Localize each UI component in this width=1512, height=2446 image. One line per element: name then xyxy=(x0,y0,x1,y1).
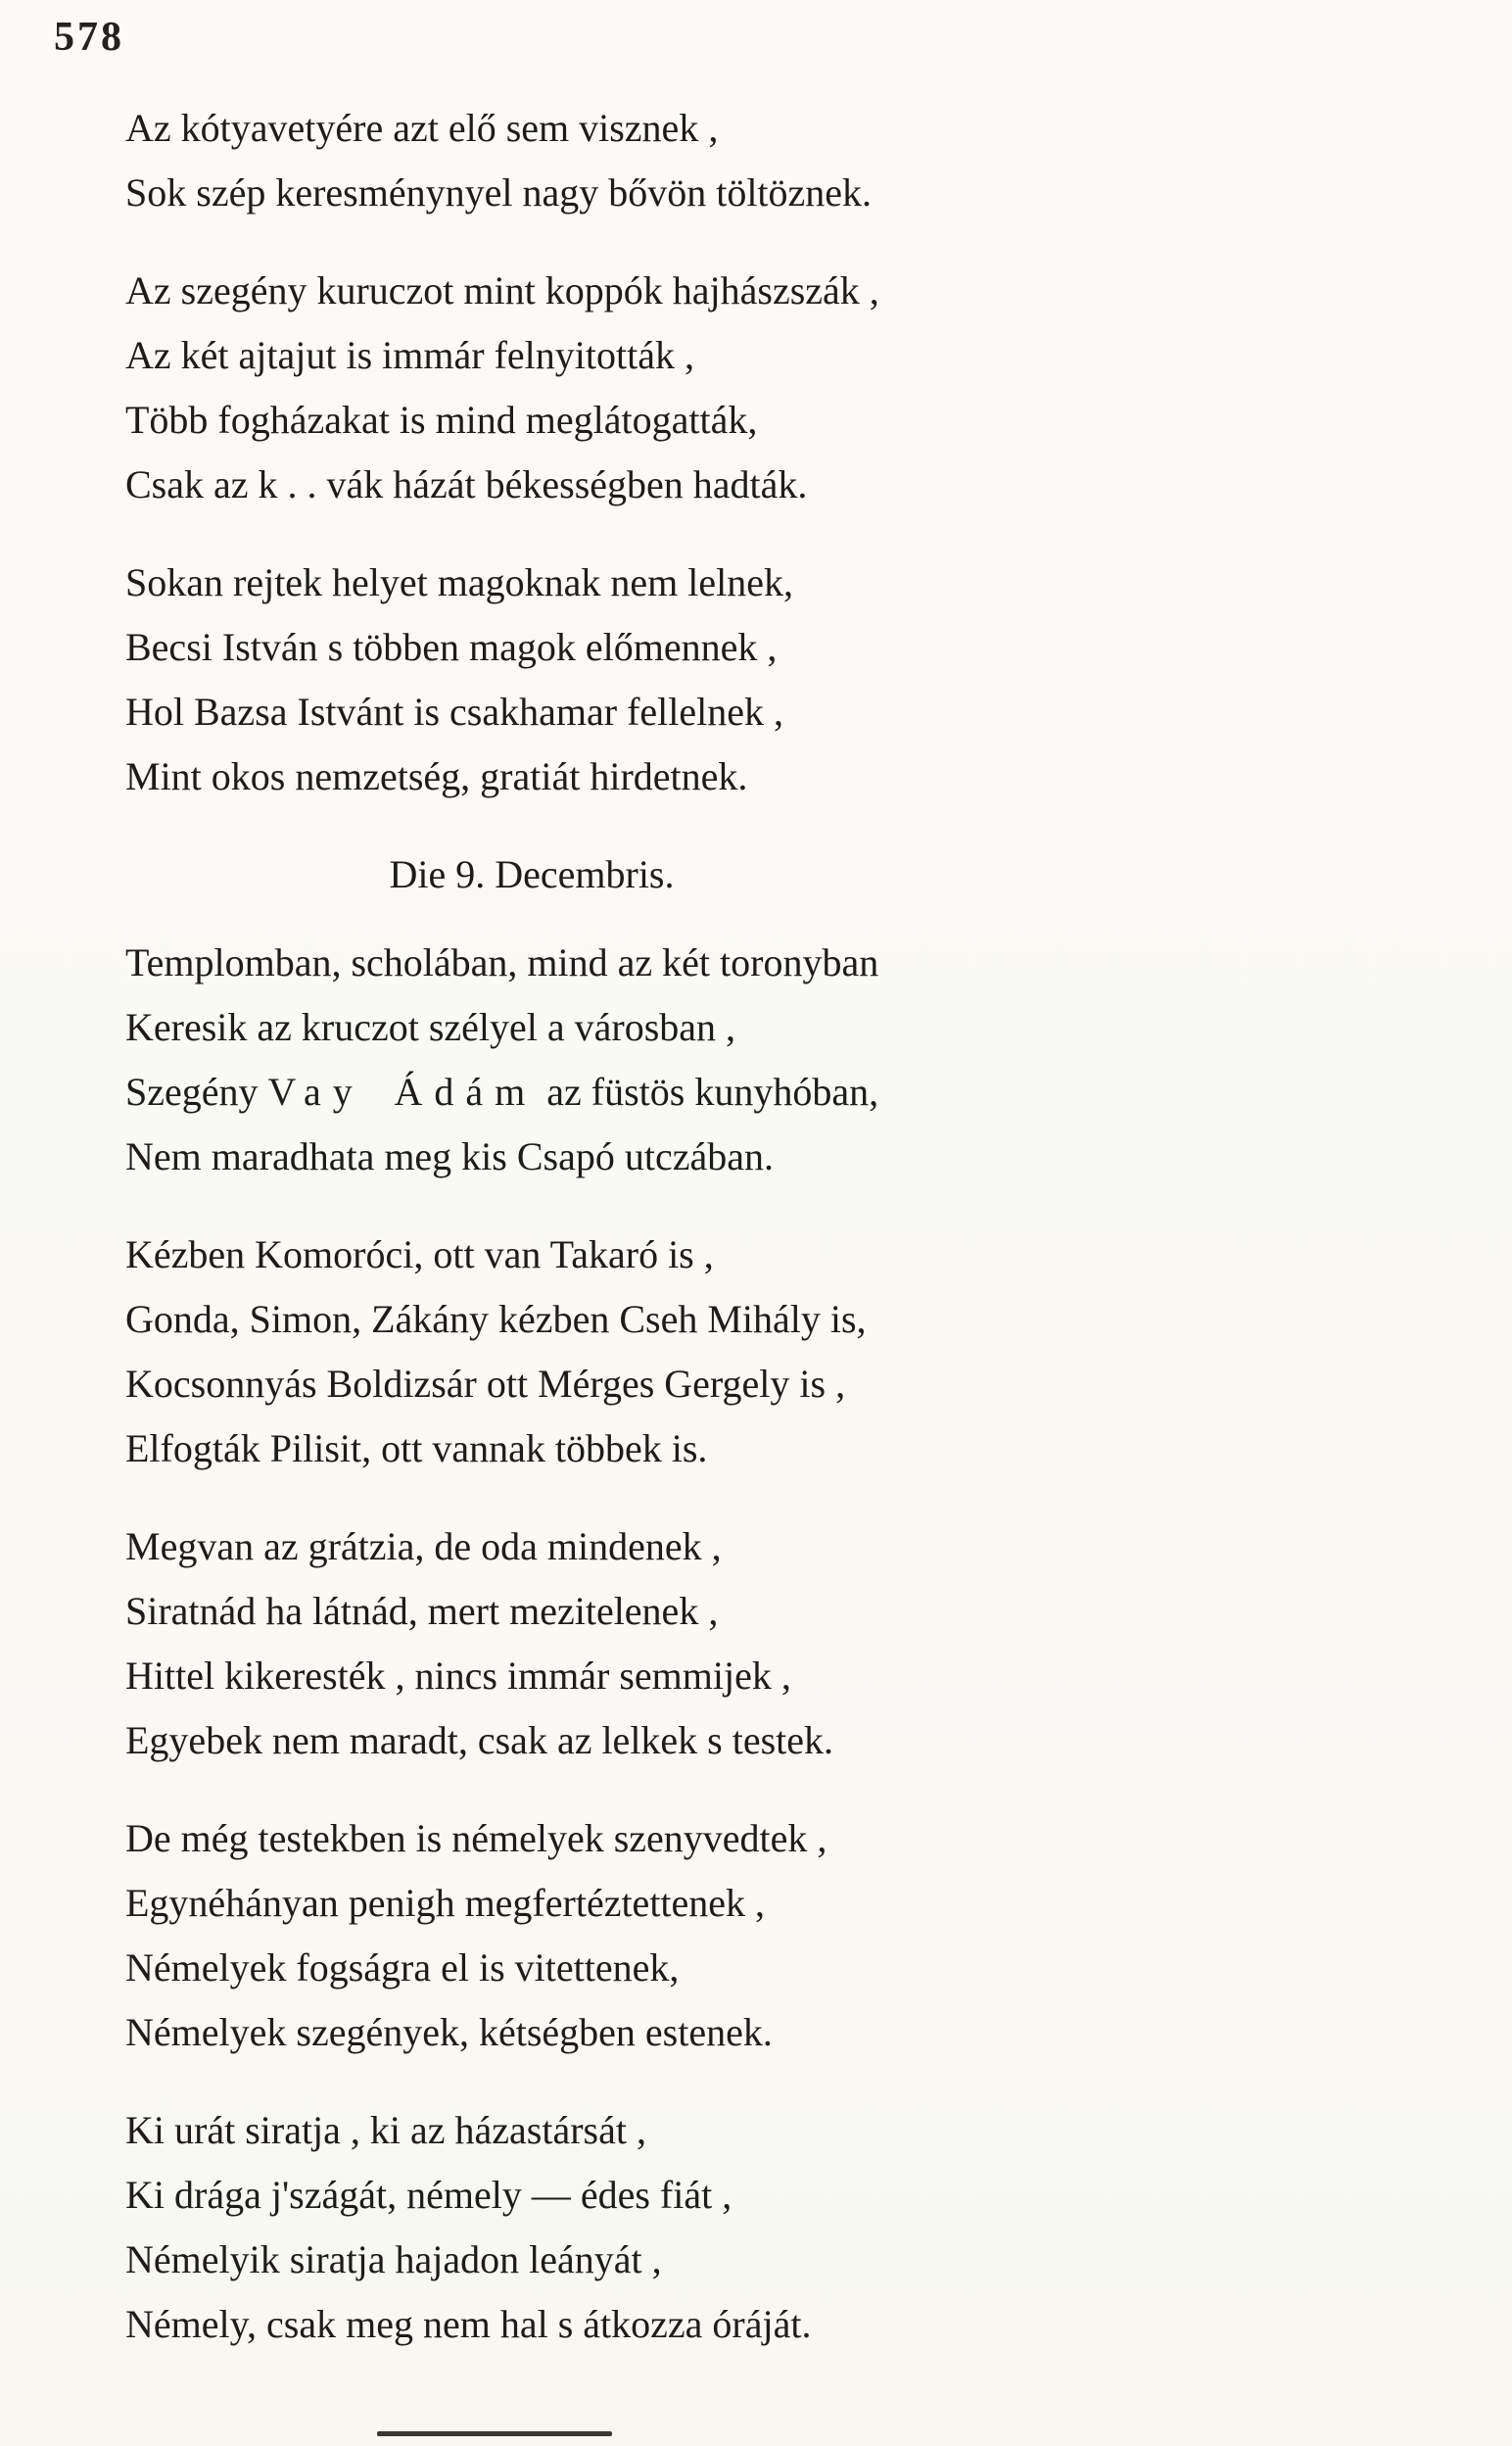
person-name-letterspaced: Vay Ádám xyxy=(267,1070,538,1114)
poem-line: Elfogták Pilisit, ott vannak többek is. xyxy=(125,1426,708,1470)
poem-line: Némelyek szegények, kétségben estenek. xyxy=(125,2010,773,2054)
poem-line: Ki urát siratja , ki az házastársát , xyxy=(125,2108,646,2152)
poem-line: Kézben Komoróci, ott van Takaró is , xyxy=(125,1232,714,1276)
page-number: 578 xyxy=(54,15,124,60)
poem-line: Egynéhányan penigh megfertéztettenek , xyxy=(125,1881,766,1925)
poem-line: Hol Bazsa Istvánt is csakhamar fellelnek , xyxy=(125,690,783,734)
poem-text-block xyxy=(125,96,938,2357)
poem-line: Mint okos nemzetség, gratiát hirdetnek. xyxy=(125,754,748,798)
poem-line: Több fogházakat is mind meglátogatták, xyxy=(125,398,758,442)
stanza-1 xyxy=(125,96,938,225)
poem-line: De még testekben is némelyek szenyvedtek , xyxy=(125,1816,827,1860)
poem-line: Templomban, scholában, mind az két toronyban xyxy=(125,940,879,984)
section-heading: Die 9. Decembris. xyxy=(389,852,675,896)
poem-line: Keresik az kruczot szélyel a városban , xyxy=(125,1005,736,1049)
stanza-7 xyxy=(125,1806,938,2065)
poem-line: Gonda, Simon, Zákány kézben Cseh Mihály is, xyxy=(125,1297,867,1341)
emphasis-prefix: Szegény xyxy=(125,1070,268,1114)
poem-line: Sokan rejtek helyet magoknak nem lelnek, xyxy=(125,560,794,604)
stanza-8 xyxy=(125,2098,938,2357)
poem-line: Siratnád ha látnád, mert mezitelenek , xyxy=(125,1589,719,1633)
poem-line: Némelyek fogságra el is vitettenek, xyxy=(125,1945,680,1990)
poem-line: Nem maradhata meg kis Csapó utczában. xyxy=(125,1134,774,1178)
stanza-5 xyxy=(125,1223,938,1481)
poem-line: Becsi István s többen magok előmennek , xyxy=(125,625,778,669)
poem-line: Az két ajtajut is immár felnyitották , xyxy=(125,333,694,377)
stanza-2 xyxy=(125,259,938,517)
poem-line: Az kótyavetyére azt elő sem visznek , xyxy=(125,106,719,150)
poem-line: Hittel kikeresték , nincs immár semmijek , xyxy=(125,1654,791,1698)
stanza-3 xyxy=(125,551,938,809)
poem-line: Kocsonnyás Boldizsár ott Mérges Gergely is , xyxy=(125,1362,846,1406)
poem-line: Csak az k . . vák házát békességben hadták. xyxy=(125,462,808,506)
poem-line: Némelyik siratja hajadon leányát , xyxy=(125,2237,662,2281)
stanza-6 xyxy=(125,1514,938,1773)
poem-line: Némely, csak meg nem hal s átkozza óráját. xyxy=(125,2302,812,2346)
stanza-4 xyxy=(125,931,938,1189)
poem-line: Egyebek nem maradt, csak az lelkek s testek. xyxy=(125,1718,834,1762)
poem-line: Ki drága j'szágát, némely — édes fiát , xyxy=(125,2173,732,2217)
scan-artifact-line xyxy=(377,2431,612,2436)
poem-line: Az szegény kuruczot mint koppók hajhászszák , xyxy=(125,268,879,312)
poem-line-with-emphasis xyxy=(125,1060,938,1125)
poem-line: Megvan az grátzia, de oda mindenek , xyxy=(125,1524,722,1568)
emphasis-suffix: az füstös kunyhóban, xyxy=(537,1070,879,1114)
poem-line: Sok szép keresménynyel nagy bővön töltöznek. xyxy=(125,170,873,215)
